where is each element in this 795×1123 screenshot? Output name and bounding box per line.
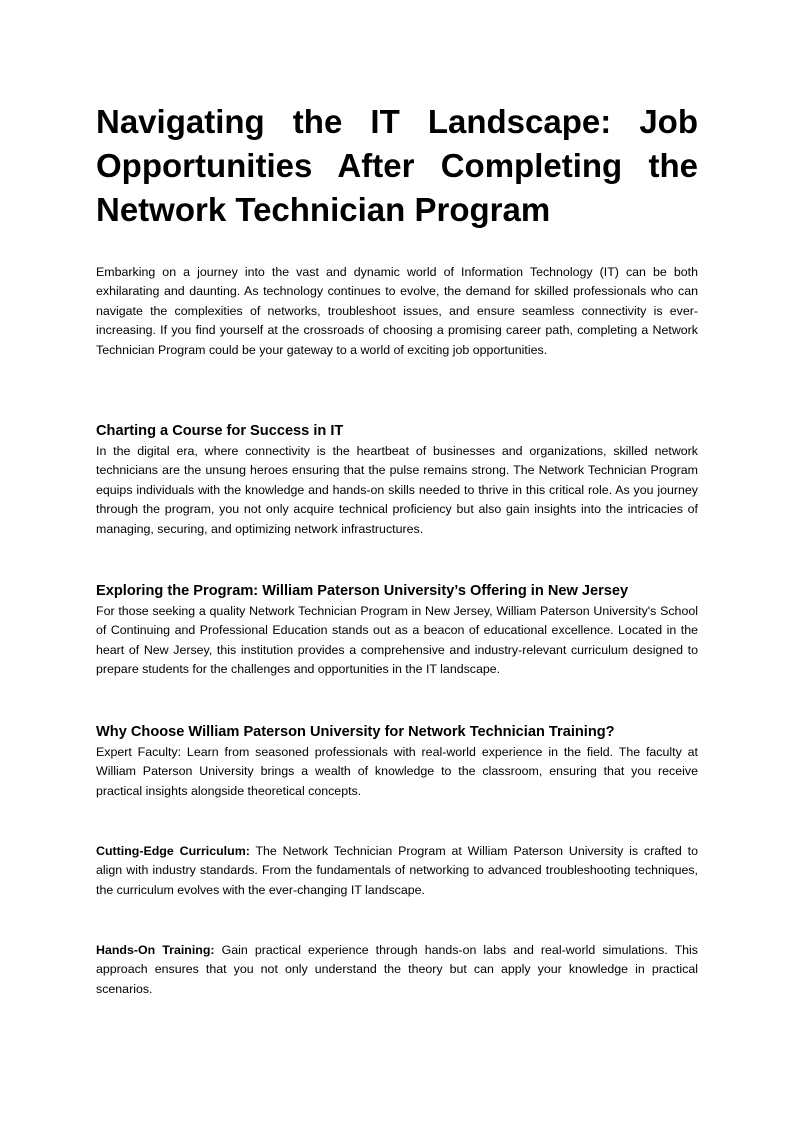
point-label-cutting-edge-curriculum: Cutting-Edge Curriculum: xyxy=(96,844,250,858)
point-label-hands-on-training: Hands-On Training: xyxy=(96,943,215,957)
point-text-cutting-edge-curriculum: The Network Technician Program at William Paterson University is crafted to align with industry standards. From the fundamentals of networking to advanced troubleshooting techniques, the curriculum evolves with the ever-changing IT landscape. xyxy=(96,844,698,897)
intro-paragraph: Embarking on a journey into the vast and dynamic world of Information Technology (IT) can be both exhilarating and daunting. As technology continues to evolve, the demand for skilled professionals who can navigate the complexities of networks, troubleshoot issues, and ensure seamless connectivity is ever-increasing. If you find yourself at the crossroads of choosing a promising career path, completing a Network Technician Program could be your gateway to a world of exciting job opportunities. xyxy=(96,265,698,357)
section-body-exploring-program: For those seeking a quality Network Technician Program in New Jersey, William Paterson University's School of Continuing and Professional Education stands out as a beacon of educational excellence. Located in the heart of New Jersey, this institution provides a comprehensive and industry-relevant curriculum designed to prepare students for the challenges and opportunities in the IT landscape. xyxy=(96,604,698,677)
section-body-charting-course: In the digital era, where connectivity is the heartbeat of businesses and organizations, skilled network technicians are the unsung heroes ensuring that the pulse remains strong. The Network Technician Program equips individuals with the knowledge and hands-on skills needed to thrive in this critical role. As you journey through the program, you not only acquire technical proficiency but also gain insights into the intricacies of managing, securing, and optimizing network infrastructures. xyxy=(96,444,698,536)
section-heading-why-choose: Why Choose William Paterson University for Network Technician Training? xyxy=(96,724,615,740)
document-title: Navigating the IT Landscape: Job Opportunities After Completing the Network Technician Program xyxy=(96,103,698,228)
point-hands-on-training xyxy=(96,941,698,999)
point-cutting-edge-curriculum xyxy=(96,842,698,900)
section-heading-exploring-program: Exploring the Program: William Paterson University’s Offering in New Jersey xyxy=(96,583,629,599)
section-heading-charting-course: Charting a Course for Success in IT xyxy=(96,423,344,439)
point-text-hands-on-training: Gain practical experience through hands-on labs and real-world simulations. This approach ensures that you not only understand the theory but can apply your knowledge in practical scenarios. xyxy=(96,943,698,996)
section-body-why-choose: Expert Faculty: Learn from seasoned professionals with real-world experience in the field. The faculty at William Paterson University brings a wealth of knowledge to the classroom, ensuring that you receive practical insights alongside theoretical concepts. xyxy=(96,745,698,798)
